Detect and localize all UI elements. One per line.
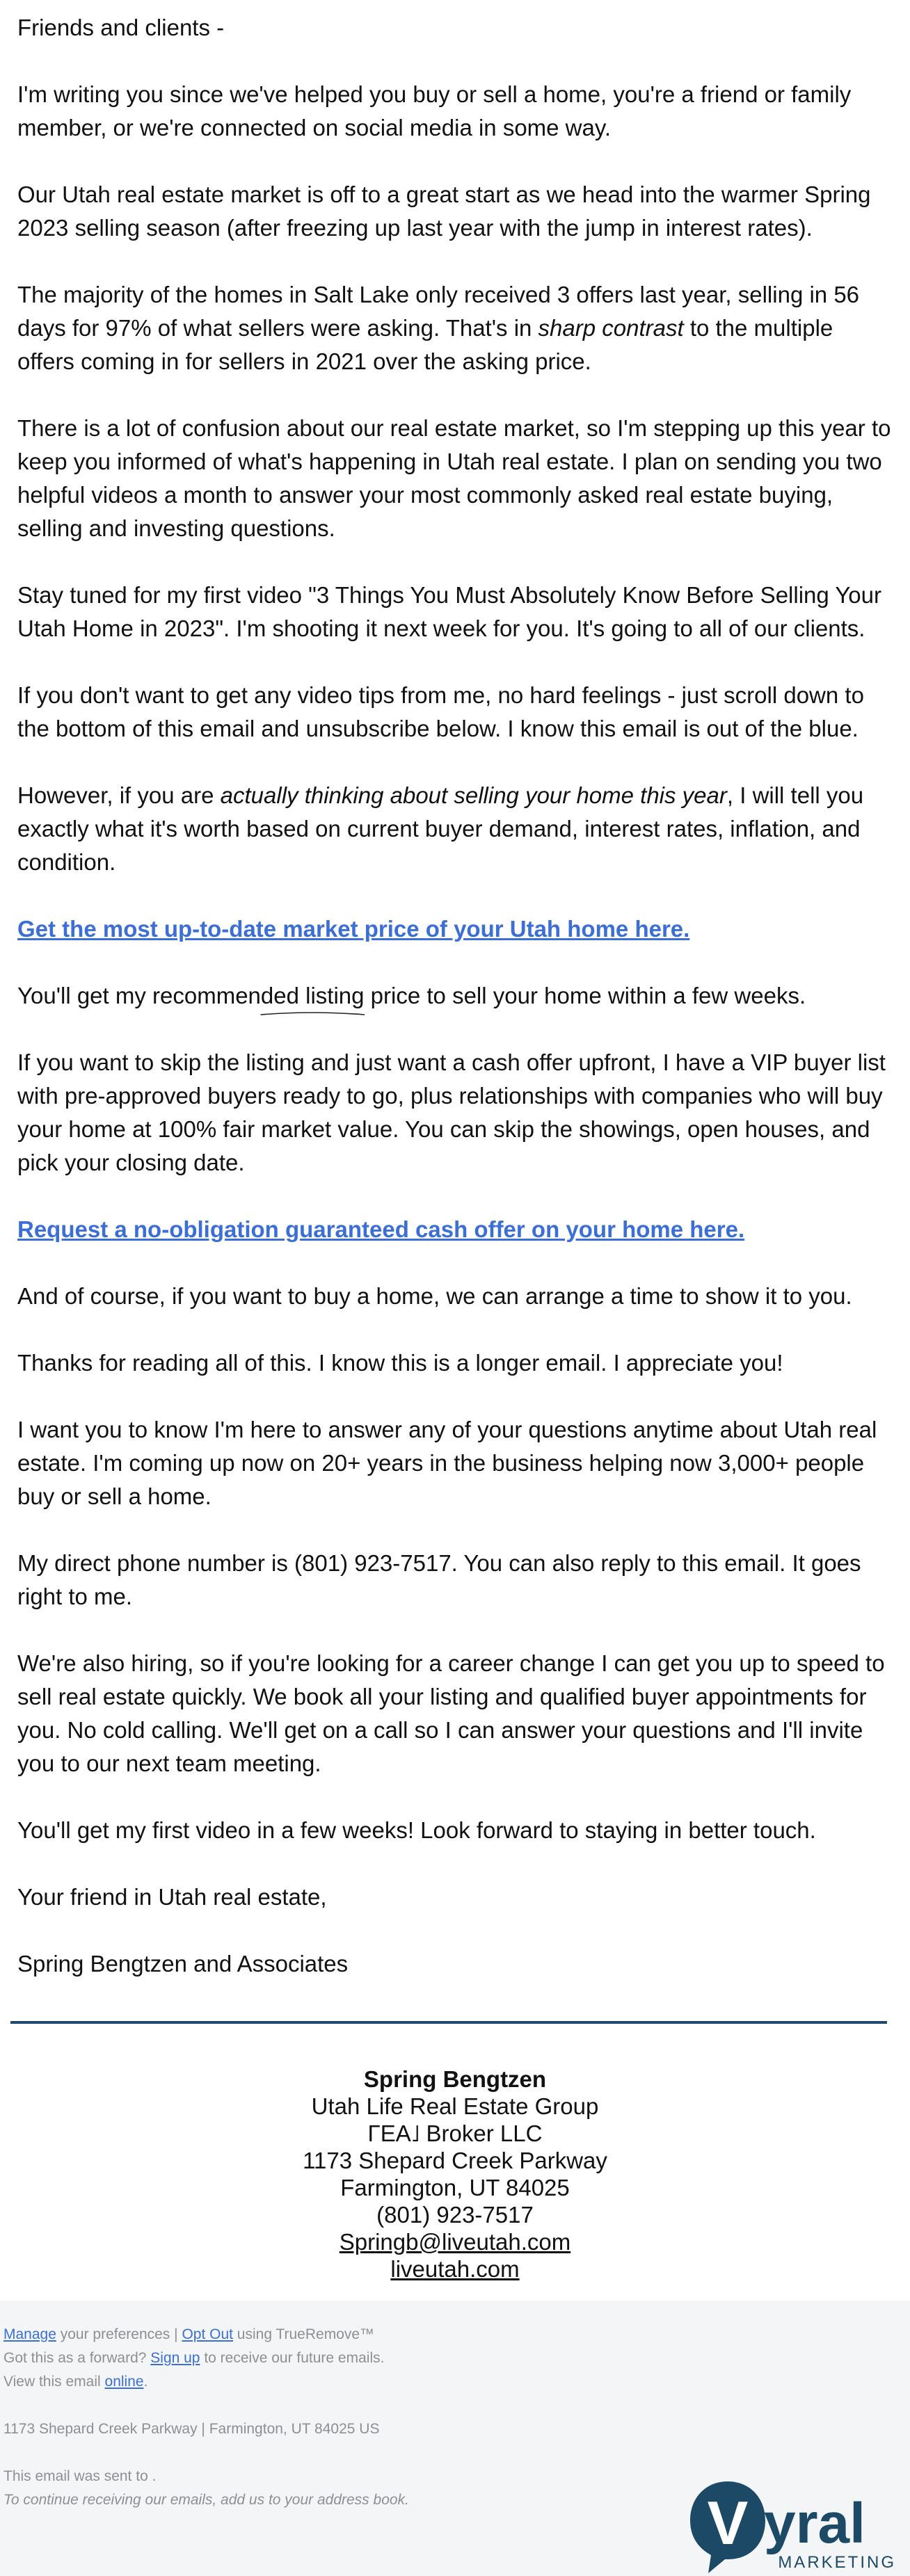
closing-line: Your friend in Utah real estate,	[17, 1884, 327, 1910]
cash-offer-paragraph: If you want to skip the listing and just want a cash offer upfront, I have a VIP buyer list with pre-approved buyers ready to go, plus relationships with companies who will buy your home at 100% fair market value. You can skip the showings, open houses, and pick your closing date.	[17, 1049, 886, 1175]
listing-paragraph	[17, 979, 894, 1013]
market-price-link[interactable]: Get the most up-to-date market price of your Utah home here.	[17, 916, 690, 942]
sent-to-line: This email was sent to .	[3, 2468, 157, 2484]
unsubscribe-paragraph: If you don't want to get any video tips from me, no hard feelings - just scroll down to the bottom of this email and unsubscribe below. I know this email is out of the blue.	[17, 682, 864, 741]
manage-link[interactable]: Manage	[3, 2326, 56, 2342]
selling-text-a: However, if you are	[17, 782, 221, 808]
underline-curve-icon	[260, 1010, 366, 1017]
forward-text: Got this as a forward?	[3, 2350, 151, 2366]
listing-marked-text: ded listing	[260, 983, 365, 1008]
intro-paragraph: I'm writing you since we've helped you buy or sell a home, you're a friend or family member, or we're connected on social media in some way.	[17, 81, 852, 140]
listing-text-a: You'll get my recommen	[17, 983, 261, 1008]
stats-emphasis: sharp contrast	[538, 315, 684, 341]
preferences-line	[3, 2323, 910, 2346]
selling-emphasis: actually thinking about selling your home this year	[220, 782, 727, 808]
view-end: .	[143, 2374, 148, 2390]
footer-address: 1173 Shepard Creek Parkway | Farmington, UT 84025 US	[3, 2421, 380, 2437]
closing-paragraph: You'll get my first video in a few weeks! Look forward to staying in better touch.	[17, 1817, 816, 1843]
selling-text-b: , I will tell you exactly what it's worth based on current buyer demand, interest rates, inflation, and condition.	[17, 782, 864, 875]
section-divider	[10, 2021, 887, 2024]
confusion-paragraph: There is a lot of confusion about our real estate market, so I'm stepping up this year to keep you informed of what's happening in Utah real estate. I plan on sending you two helpful videos a month to answer your most commonly asked real estate buying, selling and investing questions.	[17, 415, 891, 541]
sign-up-link[interactable]: Sign up	[150, 2350, 200, 2366]
view-online-link[interactable]: online	[104, 2374, 144, 2390]
cash-offer-link[interactable]: Request a no-obligation guaranteed cash offer on your home here.	[17, 1216, 745, 1242]
thanks-paragraph: Thanks for reading all of this. I know this is a longer email. I appreciate you!	[17, 1350, 783, 1376]
listing-annotation	[261, 979, 365, 1013]
signature-block	[0, 2066, 910, 2283]
opt-out-link[interactable]: Opt Out	[182, 2326, 233, 2342]
signature-name: Spring Bengtzen	[363, 2066, 547, 2092]
hiring-paragraph: We're also hiring, so if you're looking for a career change I can get you up to speed to sell real estate quickly. We book all your listing and qualified buyer appointments for you. No cold calling. We'll get on a call so I can answer your questions and I'll invite you to our next team meeting.	[17, 1650, 885, 1776]
view-text: View this email	[3, 2374, 105, 2390]
logo-letter: V	[707, 2488, 749, 2557]
greeting: Friends and clients -	[17, 15, 225, 40]
sign-up-text: to receive our future emails.	[200, 2350, 385, 2366]
manage-text: your preferences |	[56, 2326, 182, 2342]
experience-paragraph: I want you to know I'm here to answer any of your questions anytime about Utah real estate. I'm coming up now on 20+ years in the business helping now 3,000+ people buy or sell a home.	[17, 1417, 877, 1509]
stats-paragraph	[17, 278, 894, 378]
signature-city: Farmington, UT 84025	[340, 2175, 570, 2200]
vyral-marketing-logo[interactable]	[687, 2476, 903, 2576]
video-paragraph: Stay tuned for my first video "3 Things You Must Absolutely Know Before Selling Your Utah Home in 2023". I'm shooting it next week for you. It's going to all of our clients.	[17, 582, 881, 641]
view-online-line	[3, 2370, 910, 2394]
signature-website-link[interactable]: liveutah.com	[390, 2256, 520, 2282]
stats-text-a: The majority of the homes in Salt Lake only received 3 offers last year, selling in 56 days for 97% of what sellers were asking. That's in	[17, 282, 860, 341]
forward-line	[3, 2346, 910, 2370]
market-paragraph: Our Utah real estate market is off to a great start as we head into the warmer Spring 2023 selling season (after freezing up last year with the jump in interest rates).	[17, 182, 871, 241]
signature-phone: (801) 923-7517	[376, 2202, 534, 2228]
listing-text-b: price to sell your home within a few weeks.	[364, 983, 806, 1008]
email-body	[17, 0, 894, 1981]
signature-street: 1173 Shepard Creek Parkway	[303, 2148, 607, 2173]
signature-company: Utah Life Real Estate Group	[311, 2093, 599, 2119]
opt-out-text: using TrueRemove™	[232, 2326, 375, 2342]
logo-subtitle: MARKETING	[778, 2553, 896, 2572]
logo-wordmark: yral	[764, 2492, 865, 2555]
buy-paragraph: And of course, if you want to buy a home, we can arrange a time to show it to you.	[17, 1283, 852, 1309]
signature-brokerage: ΓEA˩ Broker LLC	[367, 2120, 543, 2146]
signature-email-link[interactable]: Springb@liveutah.com	[339, 2229, 571, 2255]
selling-paragraph	[17, 779, 894, 879]
phone-paragraph: My direct phone number is (801) 923-7517. You can also reply to this email. It goes right to me.	[17, 1550, 861, 1609]
stats-text-b: to the multiple offers coming in for sellers in 2021 over the asking price.	[17, 315, 833, 374]
sign-off: Spring Bengtzen and Associates	[17, 1951, 349, 1977]
address-book-note: To continue receiving our emails, add us to your address book.	[3, 2492, 409, 2508]
